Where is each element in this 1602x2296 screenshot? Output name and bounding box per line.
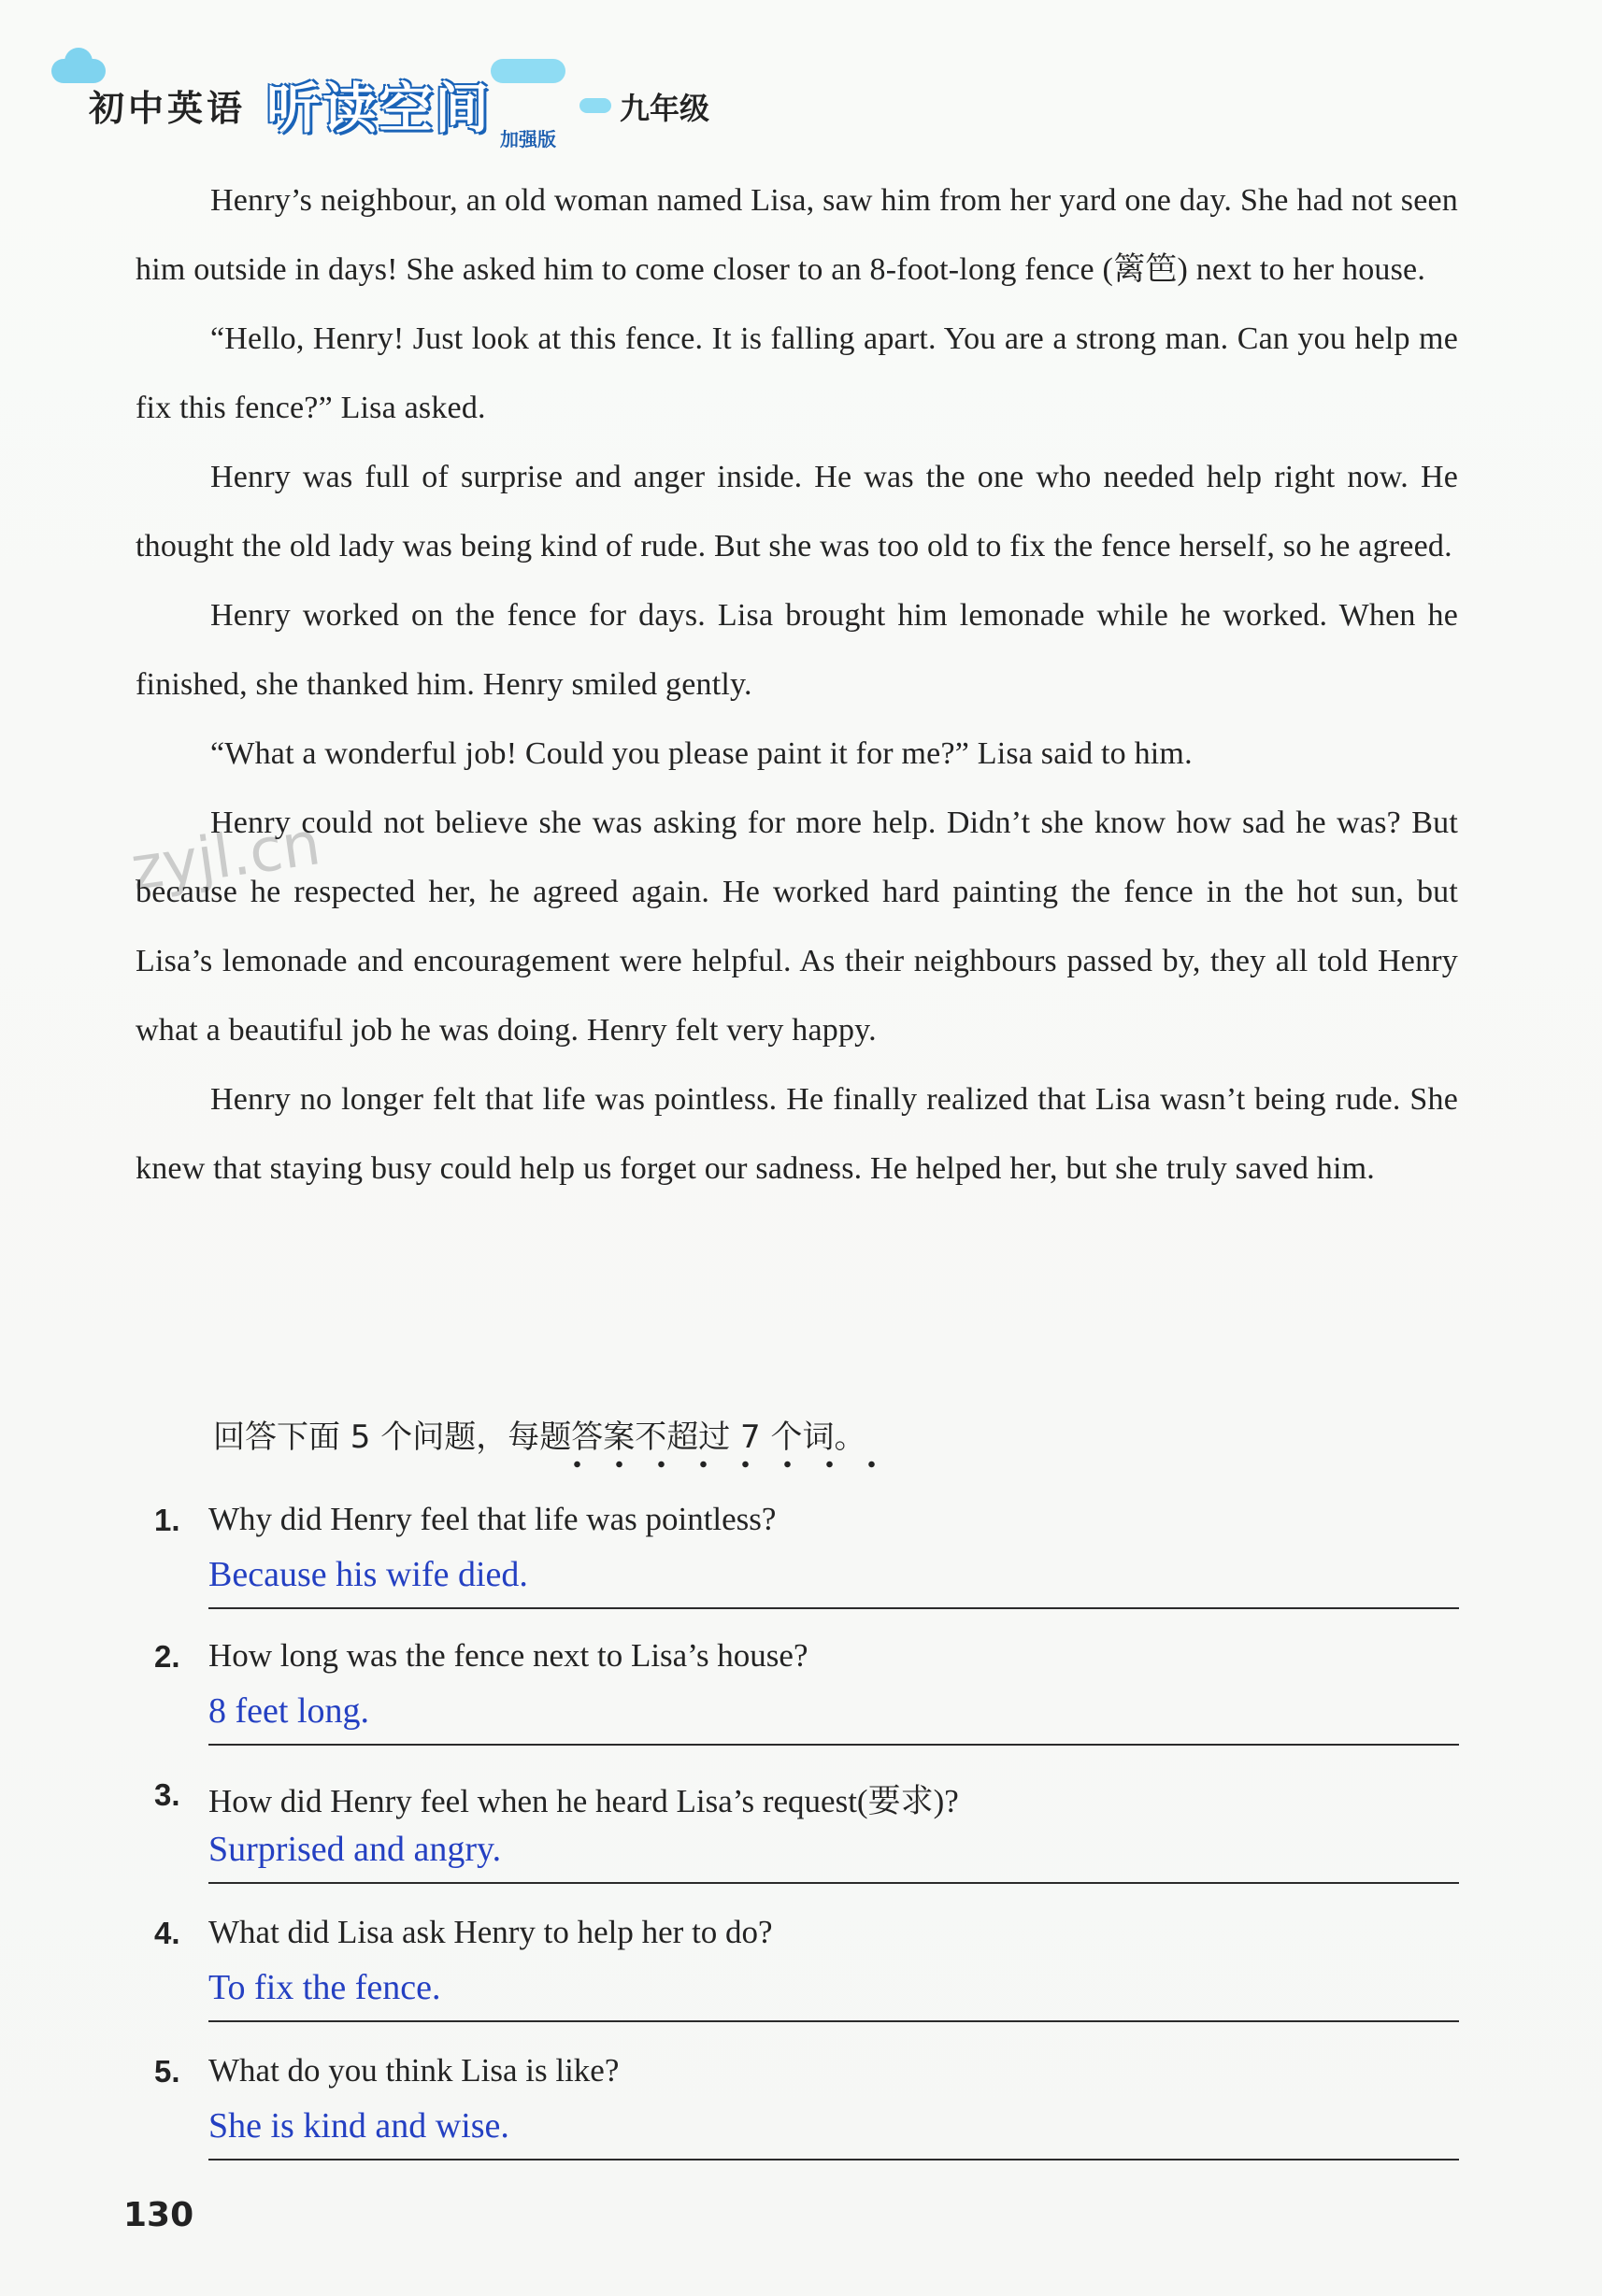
question-text: What do you think Lisa is like? [208, 2052, 620, 2089]
page-number: 130 [123, 2196, 194, 2234]
answer-text: Because his wife died. [208, 1555, 528, 1594]
question-instruction: 回答下面 5 个问题，每题答案不超过 7 个词。 [213, 1419, 866, 1456]
answer-text: She is kind and wise. [208, 2106, 509, 2146]
answer-line [208, 1744, 1459, 1746]
question-number: 2. [154, 1639, 180, 1674]
passage-paragraph: Henry was full of surprise and anger inside. He was the one who needed help right now. He thought the old lady was being kind of rude. But she was too old to fix the fence herself, so he agreed. [136, 460, 1458, 563]
question-text: Why did Henry feel that life was pointless? [208, 1501, 777, 1537]
question-number: 3. [154, 1777, 180, 1812]
question-number: 5. [154, 2054, 180, 2089]
cloud-decoration-icon [579, 98, 611, 113]
answer-text: 8 feet long. [208, 1691, 370, 1731]
passage-paragraph: Henry worked on the fence for days. Lisa brought him lemonade while he worked. When he finished, she thanked him. Henry smiled gently. [136, 598, 1458, 702]
brand-logo: 听读空间 [266, 77, 492, 140]
question-text: What did Lisa ask Henry to help her to do? [208, 1914, 773, 1950]
answer-line [208, 2020, 1459, 2022]
answer-line [208, 2159, 1459, 2161]
passage-paragraph: Henry no longer felt that life was pointless. He finally realized that Lisa wasn’t being rude. She knew that staying busy could help us forget our sadness. He helped her, but she truly saved him. [136, 1082, 1458, 1186]
answer-line [208, 1882, 1459, 1884]
passage-paragraph: Henry could not believe she was asking for more help. Didn’t she know how sad he was? But because he respected her, he agreed again. He worked hard painting the fence in the hot sun, but Lisa’s lemonade and encouragement were helpful. As their neighbours passed by, they all told Henry what a beautiful job he was doing. Henry felt very happy. [136, 806, 1458, 1048]
watermark: zyjl.cn [126, 809, 325, 905]
emphasis-dots [556, 1460, 893, 1469]
question-number: 1. [154, 1503, 180, 1537]
edition-badge: 加强版 [500, 128, 556, 150]
page-header [51, 51, 799, 164]
cloud-decoration-icon [491, 59, 565, 83]
answer-text: Surprised and angry. [208, 1830, 502, 1869]
answer-text: To fix the fence. [208, 1968, 441, 2007]
passage-paragraph: Henry’s neighbour, an old woman named Lisa, saw him from her yard one day. She had not seen him outside in days! She asked him to come closer to an 8-foot-long fence (篱笆) next to her house. [136, 183, 1458, 287]
question-number: 4. [154, 1916, 180, 1950]
subject-title: 初中英语 [89, 88, 247, 129]
answer-line [208, 1607, 1459, 1609]
question-text: How long was the fence next to Lisa’s house? [208, 1637, 808, 1674]
reading-passage [136, 166, 1458, 1204]
passage-paragraph: “Hello, Henry! Just look at this fence. It is falling apart. You are a strong man. Can you help me fix this fence?” Lisa asked. [136, 321, 1458, 425]
question-text: How did Henry feel when he heard Lisa’s request(要求)? [208, 1783, 959, 1819]
passage-paragraph: “What a wonderful job! Could you please paint it for me?” Lisa said to him. [210, 736, 1193, 771]
grade-label: 九年级 [620, 91, 710, 126]
